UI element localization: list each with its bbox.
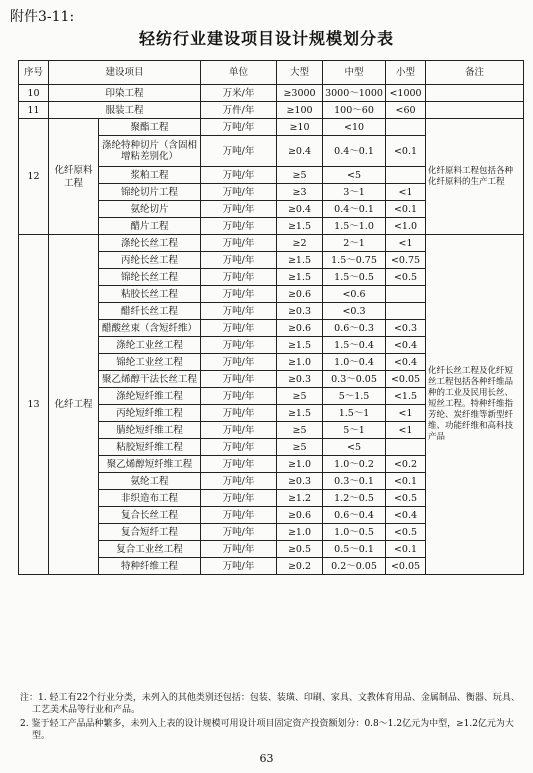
item-medium: 5～1.5 — [323, 388, 386, 405]
item-unit: 万吨/年 — [201, 473, 277, 490]
item-unit: 万吨/年 — [201, 524, 277, 541]
item-name: 聚乙烯醇短纤维工程 — [99, 456, 201, 473]
item-small — [386, 167, 426, 184]
item-unit: 万吨/年 — [201, 388, 277, 405]
item-small: <0.4 — [386, 507, 426, 524]
item-name: 丙纶长丝工程 — [99, 252, 201, 269]
item-small: <0.05 — [386, 558, 426, 575]
item-large: ≥0.4 — [277, 201, 323, 218]
item-medium: <0.3 — [323, 303, 386, 320]
row-unit: 万件/年 — [201, 102, 277, 119]
row-note — [426, 102, 524, 119]
item-medium: 5～1 — [323, 422, 386, 439]
item-large: ≥0.6 — [277, 286, 323, 303]
item-large: ≥1.0 — [277, 354, 323, 371]
item-name: 锦纶切片工程 — [99, 184, 201, 201]
item-large: ≥1.5 — [277, 218, 323, 235]
row-small: <1000 — [386, 85, 426, 102]
group-name: 化纤工程 — [49, 235, 99, 575]
item-unit: 万吨/年 — [201, 201, 277, 218]
item-small: <0.1 — [386, 201, 426, 218]
item-small: <0.75 — [386, 252, 426, 269]
header-small: 小型 — [386, 61, 426, 85]
table-header-row — [19, 61, 524, 85]
item-large: ≥0.4 — [277, 136, 323, 167]
item-medium: 1.5～0.75 — [323, 252, 386, 269]
item-medium: 1.5～1 — [323, 405, 386, 422]
item-medium: 3～1 — [323, 184, 386, 201]
item-medium: 0.6～0.4 — [323, 507, 386, 524]
item-unit: 万吨/年 — [201, 439, 277, 456]
item-large: ≥5 — [277, 422, 323, 439]
item-unit: 万吨/年 — [201, 490, 277, 507]
item-medium: 1.0～0.5 — [323, 524, 386, 541]
attachment-label: 附件3-11: — [10, 9, 75, 25]
row-note — [426, 85, 524, 102]
group-note: 化纤原料工程包括各种化纤原料的生产工程 — [426, 119, 524, 235]
item-name: 粘胶短纤维工程 — [99, 439, 201, 456]
item-unit: 万吨/年 — [201, 218, 277, 235]
item-name: 锦纶工业丝工程 — [99, 354, 201, 371]
item-name: 锦纶长丝工程 — [99, 269, 201, 286]
item-small: <1 — [386, 184, 426, 201]
item-name: 特种纤维工程 — [99, 558, 201, 575]
item-large: ≥5 — [277, 439, 323, 456]
item-small — [386, 439, 426, 456]
item-medium: 0.6～0.3 — [323, 320, 386, 337]
item-unit: 万吨/年 — [201, 337, 277, 354]
item-unit: 万吨/年 — [201, 558, 277, 575]
group-name: 化纤原料工程 — [49, 119, 99, 235]
item-small: <0.1 — [386, 541, 426, 558]
row-unit: 万米/年 — [201, 85, 277, 102]
item-medium: <0.6 — [323, 286, 386, 303]
footnotes — [10, 692, 525, 744]
item-small: <0.2 — [386, 456, 426, 473]
header-unit: 单位 — [201, 61, 277, 85]
item-unit: 万吨/年 — [201, 252, 277, 269]
item-large: ≥1.0 — [277, 524, 323, 541]
item-unit: 万吨/年 — [201, 136, 277, 167]
item-name: 复合短纤工程 — [99, 524, 201, 541]
item-large: ≥0.6 — [277, 507, 323, 524]
row-no: 10 — [19, 85, 49, 102]
item-large: ≥2 — [277, 235, 323, 252]
item-small: <0.4 — [386, 337, 426, 354]
header-medium: 中型 — [323, 61, 386, 85]
item-unit: 万吨/年 — [201, 269, 277, 286]
page-number: 63 — [259, 752, 274, 765]
item-large: ≥1.5 — [277, 337, 323, 354]
item-large: ≥0.5 — [277, 541, 323, 558]
item-name: 涤纶短纤维工程 — [99, 388, 201, 405]
row-name: 服装工程 — [49, 102, 201, 119]
item-name: 复合工业丝工程 — [99, 541, 201, 558]
item-small: <1 — [386, 235, 426, 252]
item-name: 醋片工程 — [99, 218, 201, 235]
item-medium: <5 — [323, 167, 386, 184]
footnote-2: 2. 鉴于轻工产品品种繁多，未列入上表的设计规模可用设计项目固定资产投资额划分：0.8～1.2亿元为中型，≥1.2亿元为大型。 — [20, 719, 514, 741]
footnote-1: 注：1. 轻工有22个行业分类，未列入的其他类别还包括：包装、装璜、印刷、家具、文教体育用品、金属制品、衡器、玩具、工艺美术品等行业和产品。 — [20, 693, 520, 715]
item-name: 涤纶工业丝工程 — [99, 337, 201, 354]
item-name: 氨纶切片 — [99, 201, 201, 218]
item-medium: <5 — [323, 439, 386, 456]
row-large: ≥100 — [277, 102, 323, 119]
item-name: 腈纶短纤维工程 — [99, 422, 201, 439]
item-large: ≥0.3 — [277, 303, 323, 320]
item-unit: 万吨/年 — [201, 422, 277, 439]
item-small: <1 — [386, 405, 426, 422]
item-unit: 万吨/年 — [201, 286, 277, 303]
item-large: ≥0.2 — [277, 558, 323, 575]
item-small — [386, 119, 426, 136]
item-name: 浆粕工程 — [99, 167, 201, 184]
item-small: <0.1 — [386, 136, 426, 167]
item-large: ≥1.5 — [277, 269, 323, 286]
item-name: 氨纶工程 — [99, 473, 201, 490]
item-small — [386, 286, 426, 303]
table-row — [19, 235, 524, 252]
row-name: 印染工程 — [49, 85, 201, 102]
item-large: ≥1.0 — [277, 456, 323, 473]
header-large: 大型 — [277, 61, 323, 85]
item-small — [386, 303, 426, 320]
item-small: <1.5 — [386, 388, 426, 405]
group-no: 13 — [19, 235, 49, 575]
item-unit: 万吨/年 — [201, 541, 277, 558]
item-large: ≥0.6 — [277, 320, 323, 337]
item-medium: 0.5～0.1 — [323, 541, 386, 558]
header-project: 建设项目 — [49, 61, 201, 85]
item-unit: 万吨/年 — [201, 354, 277, 371]
row-small: <60 — [386, 102, 426, 119]
item-name: 醋纤长丝工程 — [99, 303, 201, 320]
header-no: 序号 — [19, 61, 49, 85]
item-medium: <10 — [323, 119, 386, 136]
item-medium: 0.3～0.05 — [323, 371, 386, 388]
item-large: ≥5 — [277, 167, 323, 184]
item-small: <0.5 — [386, 490, 426, 507]
item-large: ≥1.2 — [277, 490, 323, 507]
item-medium: 1.2～0.5 — [323, 490, 386, 507]
table-row — [19, 85, 524, 102]
scale-table — [18, 60, 524, 575]
item-medium: 0.4～0.1 — [323, 201, 386, 218]
item-medium: 0.4～0.1 — [323, 136, 386, 167]
item-name: 粘胶长丝工程 — [99, 286, 201, 303]
item-medium: 2～1 — [323, 235, 386, 252]
item-small: <0.1 — [386, 473, 426, 490]
item-medium: 1.5～1.0 — [323, 218, 386, 235]
item-small: <0.05 — [386, 371, 426, 388]
item-medium: 0.2～0.05 — [323, 558, 386, 575]
item-large: ≥1.5 — [277, 405, 323, 422]
item-small: <0.5 — [386, 269, 426, 286]
item-medium: 1.0～0.2 — [323, 456, 386, 473]
item-unit: 万吨/年 — [201, 184, 277, 201]
item-name: 聚酯工程 — [99, 119, 201, 136]
item-name: 丙纶短纤维工程 — [99, 405, 201, 422]
group-chemical-fiber — [19, 235, 524, 575]
item-large: ≥3 — [277, 184, 323, 201]
page-title: 轻纺行业建设项目设计规模划分表 — [138, 29, 394, 48]
item-name: 非织造布工程 — [99, 490, 201, 507]
item-unit: 万吨/年 — [201, 235, 277, 252]
group-note: 化纤长丝工程及化纤短丝工程包括各种纤维品种的工业及民用长丝、短丝工程。特种纤维指芳纶、炭纤维等新型纤维、功能纤维和高科技产品 — [426, 235, 524, 575]
item-small: <0.3 — [386, 320, 426, 337]
item-name: 复合长丝工程 — [99, 507, 201, 524]
group-chemical-fiber-raw — [19, 119, 524, 235]
item-unit: 万吨/年 — [201, 167, 277, 184]
item-unit: 万吨/年 — [201, 371, 277, 388]
group-no: 12 — [19, 119, 49, 235]
item-large: ≥10 — [277, 119, 323, 136]
item-medium: 1.5～0.5 — [323, 269, 386, 286]
row-no: 11 — [19, 102, 49, 119]
row-large: ≥3000 — [277, 85, 323, 102]
item-unit: 万吨/年 — [201, 456, 277, 473]
item-small: <1 — [386, 422, 426, 439]
item-unit: 万吨/年 — [201, 507, 277, 524]
item-medium: 1.0～0.4 — [323, 354, 386, 371]
item-large: ≥0.3 — [277, 371, 323, 388]
table-row — [19, 102, 524, 119]
item-name: 涤纶特种切片（含固相增粘差别化） — [99, 136, 201, 167]
table-row — [19, 119, 524, 136]
item-large: ≥1.5 — [277, 252, 323, 269]
item-medium: 0.3～0.1 — [323, 473, 386, 490]
item-small: <0.5 — [386, 524, 426, 541]
item-unit: 万吨/年 — [201, 303, 277, 320]
header-note: 备注 — [426, 61, 524, 85]
item-unit: 万吨/年 — [201, 119, 277, 136]
item-small: <1.0 — [386, 218, 426, 235]
item-name: 醋酸丝束（含短纤维） — [99, 320, 201, 337]
item-medium: 1.5～0.4 — [323, 337, 386, 354]
item-unit: 万吨/年 — [201, 405, 277, 422]
item-name: 涤纶长丝工程 — [99, 235, 201, 252]
row-medium: 100～60 — [323, 102, 386, 119]
footnote-label: 注： — [20, 693, 39, 703]
item-name: 聚乙烯醇干法长丝工程 — [99, 371, 201, 388]
item-small: <0.4 — [386, 354, 426, 371]
item-large: ≥5 — [277, 388, 323, 405]
item-large: ≥0.3 — [277, 473, 323, 490]
row-medium: 3000～1000 — [323, 85, 386, 102]
item-unit: 万吨/年 — [201, 320, 277, 337]
